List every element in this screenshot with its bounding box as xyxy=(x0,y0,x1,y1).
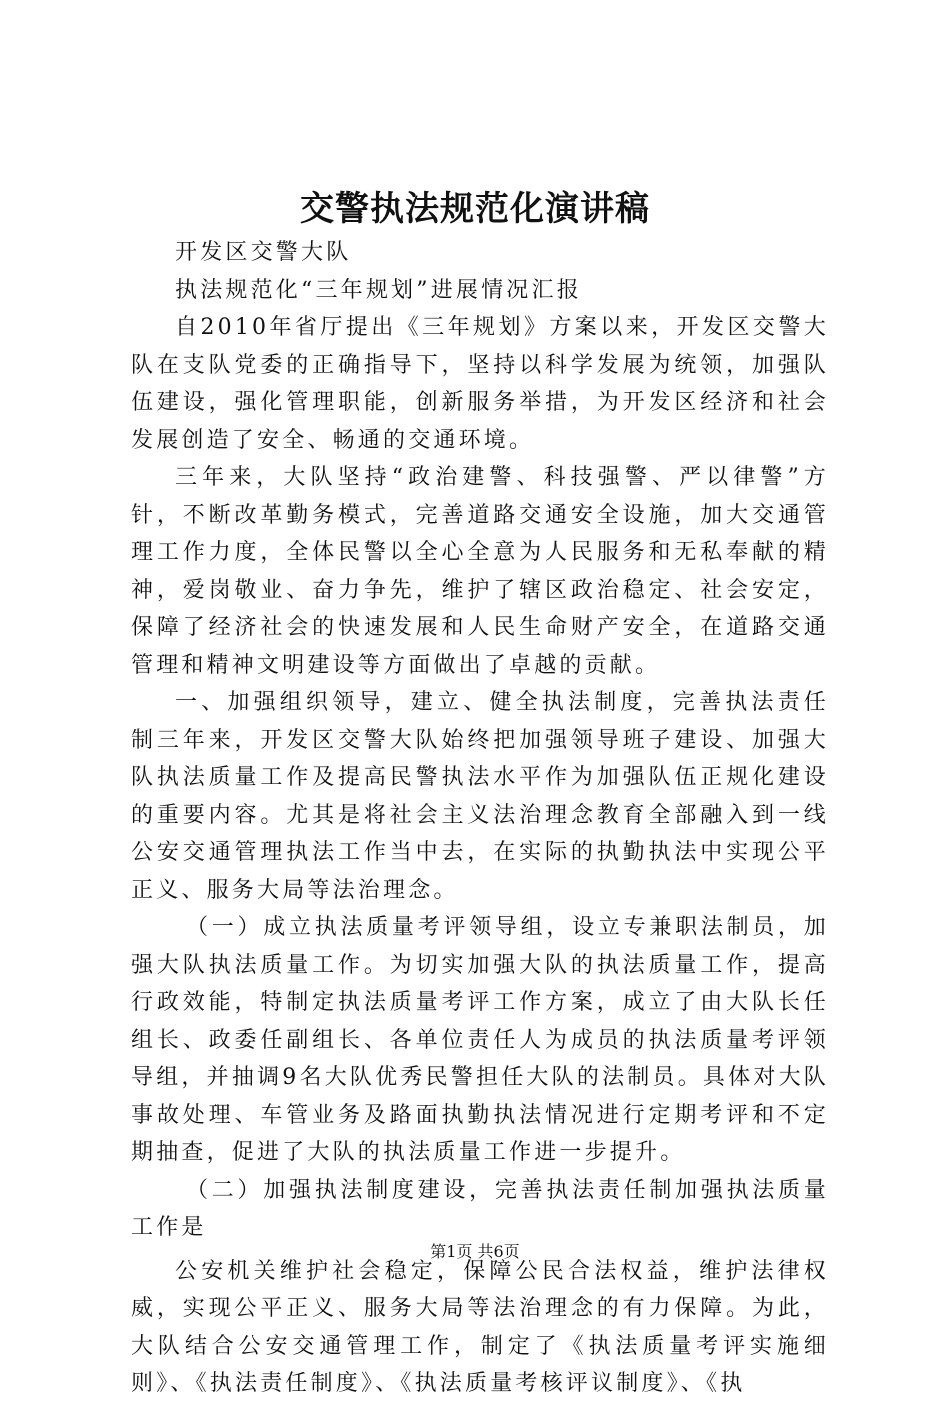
document-body xyxy=(131,234,829,1403)
paragraph-section-one: 一、加强组织领导，建立、健全执法制度，完善执法责任制三年来，开发区交警大队始终把加强领导班子建设、加强大队执法质量工作及提高民警执法水平作为加强队伍正规化建设的重要内容。尤其是将社会主义法治理念教育全部融入到一线公安交通管理执法工作当中去，在实际的执勤执法中实现公平正义、服务大局等法治理念。 xyxy=(131,690,829,903)
paragraph-continuation: 公安机关维护社会稳定，保障公民合法权益，维护法律权威，实现公平正义、服务大局等法治理念的有力保障。为此，大队结合公安交通管理工作，制定了《执法质量考评实施细则》、《执法责任制度》、《执法质量考核评议制度》、《执 xyxy=(131,1258,829,1396)
paragraph-organization: 开发区交警大队 xyxy=(175,240,352,265)
document-title: 交警执法规范化演讲稿 xyxy=(300,189,650,229)
paragraph-subsection-two: （二）加强执法制度建设，完善执法责任制加强执法质量工作是 xyxy=(131,1177,829,1240)
paragraph-report-title: 执法规范化“三年规划”进展情况汇报 xyxy=(175,277,582,303)
paragraph-subsection-one: （一）成立执法质量考评领导组，设立专兼职法制员，加强大队执法质量工作。为切实加强大队的执法质量工作，提高行政效能，特制定执法质量考评工作方案，成立了由大队长任组长、政委任副组长、各单位责任人为成员的执法质量考评领导组，并抽调9名大队优秀民警担任大队的法制员。具体对大队事故处理、车管业务及路面执勤执法情况进行定期考评和不定期抽查，促进了大队的执法质量工作进一步提升。 xyxy=(131,915,829,1165)
paragraph-intro: 自2010年省厅提出《三年规划》方案以来，开发区交警大队在支队党委的正确指导下，坚持以科学发展为统领，加强队伍建设，强化管理职能，创新服务举措，为开发区经济和社会发展创造了安全、畅通的交通环境。 xyxy=(131,315,829,453)
page-footer: 第1页 共6页 xyxy=(430,1242,520,1261)
paragraph-three-years: 三年来，大队坚持“政治建警、科技强警、严以律警”方针，不断改革勤务模式，完善道路交通安全设施，加大交通管理工作力度，全体民警以全心全意为人民服务和无私奉献的精神，爱岗敬业、奋力争先，维护了辖区政治稳定、社会安定，保障了经济社会的快速发展和人民生命财产安全，在道路交通管理和精神文明建设等方面做出了卓越的贡献。 xyxy=(131,465,829,678)
